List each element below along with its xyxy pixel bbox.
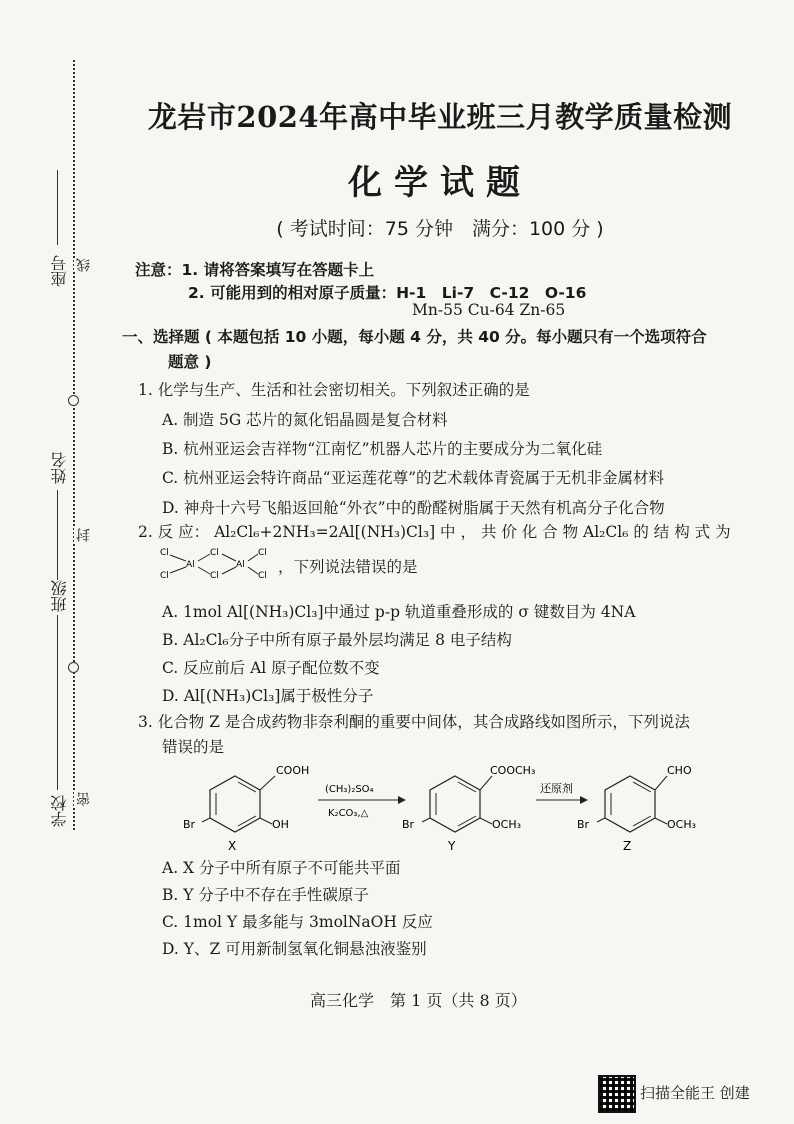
name-blank	[57, 490, 58, 580]
question-2-stem: 2. 反 应： Al₂Cl₆+2NH₃=2Al[(NH₃)Cl₃] 中 ， 共 价 化 合 物 Al₂Cl₆ 的 结 构 式 为	[138, 523, 731, 541]
question-3-option-d: D. Y、Z 可用新制氢氧化铜悬浊液鉴别	[162, 940, 427, 958]
bond	[222, 567, 236, 574]
reagent-1-bottom: K₂CO₃,△	[328, 808, 369, 819]
question-2-stem-cont: ，下列说法错误的是	[278, 558, 418, 576]
bond	[222, 554, 236, 561]
bond	[248, 554, 258, 561]
school-blank	[57, 680, 58, 790]
struct-cl-3: Cl	[210, 548, 219, 558]
binding-dotted-line	[73, 60, 75, 830]
z-cho: CHO	[667, 764, 692, 777]
question-3-stem: 3. 化合物 Z 是合成药物非奈利酮的重要中间体，其合成路线如图所示，下列说法	[138, 713, 690, 731]
section-heading: 一、选择题 ( 本题包括 10 小题，每小题 4 分，共 40 分。每小题只有一个选项符合	[122, 328, 707, 346]
bond	[248, 567, 258, 574]
question-2-option-b: B. Al₂Cl₆分子中所有原子最外层均满足 8 电子结构	[162, 631, 512, 649]
x-cooh: COOH	[276, 764, 310, 777]
compound-x	[202, 776, 275, 832]
struct-cl-5: Cl	[258, 548, 267, 558]
seat-blank	[57, 170, 58, 245]
subject-title: 化学试题	[348, 163, 532, 203]
question-1-option-c: C. 杭州亚运会特许商品“亚运莲花尊”的艺术载体青瓷属于无机非金属材料	[162, 469, 665, 487]
exam-info: ( 考试时间：75 分钟 满分：100 分 )	[276, 218, 604, 240]
x-oh: OH	[272, 818, 289, 831]
synthesis-scheme	[180, 758, 740, 858]
question-3-option-b: B. Y 分子中不存在手性碳原子	[162, 886, 369, 904]
question-1-option-a: A. 制造 5G 芯片的氮化铝晶圆是复合材料	[162, 411, 448, 429]
note-line-3: Mn-55 Cu-64 Zn-65	[412, 301, 566, 319]
bond	[170, 555, 186, 561]
question-2-option-a: A. 1mol Al[(NH₃)Cl₃]中通过 p-p 轨道重叠形成的 σ 键数目为 4NA	[162, 603, 636, 621]
scanner-watermark: 扫描全能王 创建	[640, 1084, 750, 1102]
y-cooch3: COOCH₃	[490, 764, 536, 777]
note-line-2: 2. 可能用到的相对原子质量：H-1 Li-7 C-12 O-16	[188, 284, 587, 302]
reagent-1-top: (CH₃)₂SO₄	[325, 784, 374, 795]
seat-label: 座号	[50, 255, 69, 287]
bond	[198, 567, 210, 574]
note-line-1: 注意：1. 请将答案填写在答题卡上	[135, 261, 375, 279]
class-label: 班级	[50, 580, 69, 612]
y-och3: OCH₃	[492, 818, 522, 831]
binding-circle	[68, 395, 79, 406]
z-br: Br	[577, 818, 590, 831]
al2cl6-structure	[158, 545, 278, 581]
exam-title: 龙岩市2024年高中毕业班三月教学质量检测	[147, 100, 733, 134]
question-1-option-b: B. 杭州亚运会吉祥物“江南忆”机器人芯片的主要成分为二氧化硅	[162, 440, 603, 458]
x-br: Br	[183, 818, 196, 831]
feng-label: 封	[76, 528, 92, 542]
x-label: X	[228, 839, 237, 853]
qr-code-icon	[598, 1075, 636, 1113]
compound-z	[597, 776, 667, 832]
struct-al-2: Al	[236, 560, 245, 570]
question-3-stem-cont: 错误的是	[162, 738, 225, 756]
compound-y	[422, 776, 492, 832]
y-label: Y	[448, 839, 456, 853]
struct-cl-2: Cl	[160, 571, 169, 581]
xian-label: 线	[76, 258, 92, 272]
mi-label: 密	[76, 792, 92, 806]
question-1-stem: 1. 化学与生产、生活和社会密切相关。下列叙述正确的是	[138, 381, 530, 399]
struct-cl-4: Cl	[210, 571, 219, 581]
school-label: 学校	[50, 795, 69, 827]
reagent-2-top: 还原剂	[540, 782, 573, 795]
name-label: 姓名	[50, 452, 69, 484]
struct-al-1: Al	[186, 560, 195, 570]
question-2-option-d: D. Al[(NH₃)Cl₃]属于极性分子	[162, 687, 374, 705]
question-2-option-c: C. 反应前后 Al 原子配位数不变	[162, 659, 380, 677]
z-label: Z	[623, 839, 632, 853]
question-3-option-c: C. 1mol Y 最多能与 3molNaOH 反应	[162, 913, 433, 931]
struct-cl-6: Cl	[258, 571, 267, 581]
bond	[170, 567, 186, 573]
question-1-option-d: D. 神舟十六号飞船返回舱“外衣”中的酚醛树脂属于天然有机高分子化合物	[162, 499, 665, 517]
struct-cl-1: Cl	[160, 548, 169, 558]
section-heading-cont: 题意 )	[168, 353, 212, 371]
bond	[198, 554, 210, 561]
binding-circle	[68, 662, 79, 673]
z-och3: OCH₃	[667, 818, 697, 831]
y-br: Br	[402, 818, 415, 831]
page-footer: 高三化学 第 1 页（共 8 页）	[310, 991, 527, 1010]
question-3-option-a: A. X 分子中所有原子不可能共平面	[162, 859, 401, 877]
